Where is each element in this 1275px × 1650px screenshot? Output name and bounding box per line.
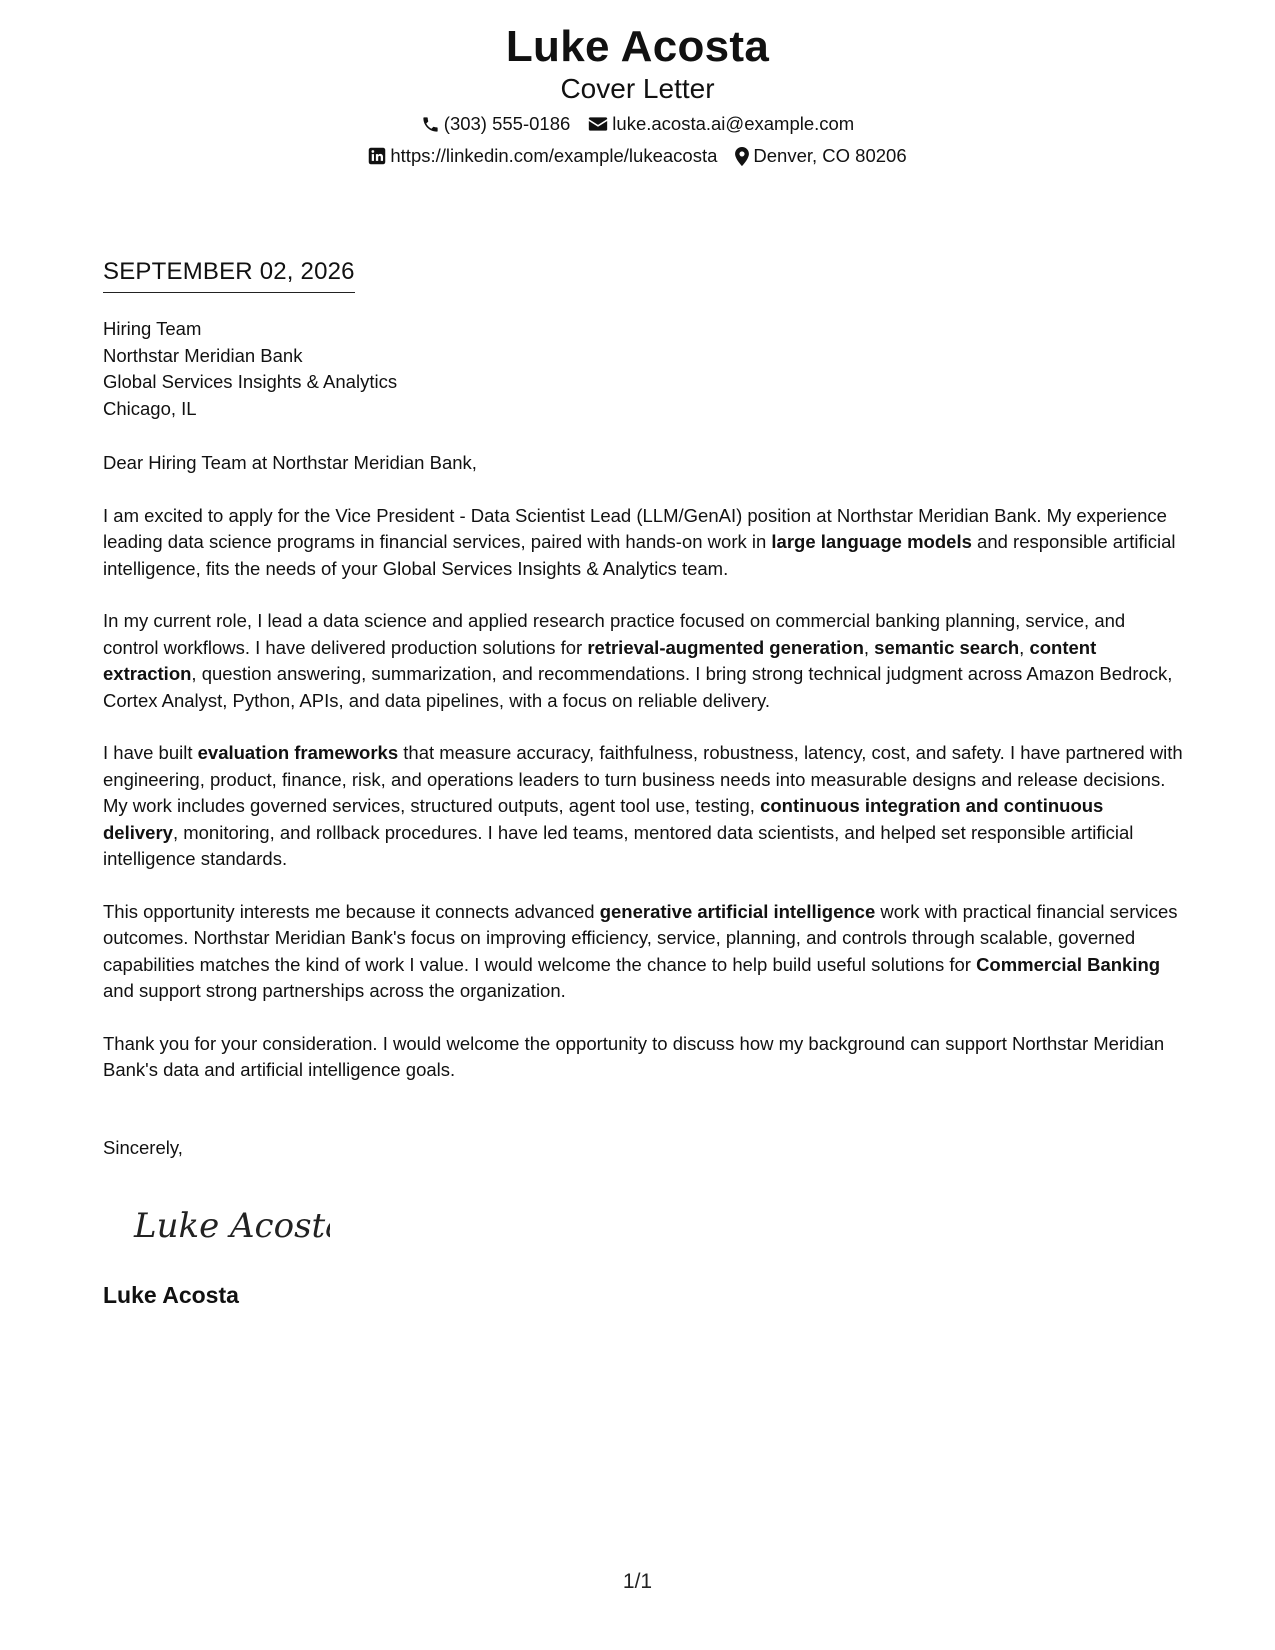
svg-text:Luke Acosta: Luke Acosta	[134, 1206, 330, 1246]
contact-email[interactable]	[588, 113, 854, 135]
recipient-block	[103, 316, 397, 422]
recipient-line: Chicago, IL	[103, 397, 197, 419]
handwritten-signature	[130, 1195, 330, 1260]
body-paragraph-3: I have built evaluation frameworks that measure accuracy, faithfulness, robustness, latency, cost, and safety. I have partnered with engineering, product, finance, risk, and operations leaders to turn business needs into measurable designs and release decisions. My work includes governed services, structured outputs, agent tool use, testing, continuous integration and continuous delivery, monitoring, and rollback procedures. I have led teams, mentored data scientists, and helped set responsible artificial intelligence standards.	[103, 742, 1183, 869]
contact-linkedin[interactable]	[368, 145, 717, 167]
recipient-line: Global Services Insights & Analytics	[103, 371, 398, 392]
envelope-icon	[588, 116, 608, 132]
recipient-line: Northstar Meridian Bank	[103, 344, 303, 366]
document-subtitle: Cover Letter	[560, 73, 715, 104]
email-text[interactable]: luke.acosta.ai@example.com	[612, 113, 855, 134]
body-paragraph-1: I am excited to apply for the Vice President - Data Scientist Lead (LLM/GenAI) position at Northstar Meridian Bank. My experience leading data science programs in financial services, paired with hands-on work in large language models and responsible artificial intelligence, fits the needs of your Global Services Insights & Analytics team.	[103, 504, 1176, 579]
contact-phone	[421, 113, 571, 135]
location-text: Denver, CO 80206	[753, 145, 907, 166]
signer-name: Luke Acosta	[103, 1282, 239, 1308]
body-paragraph-2: In my current role, I lead a data science and applied research practice focused on commercial banking planning, service, and control workflows. I have delivered production solutions for retrieval-augmented generation, semantic search, content extraction, question answering, summarization, and recommendations. I bring strong technical judgment across Amazon Bedrock, Cortex Analyst, Python, APIs, and data pipelines, with a focus on reliable delivery.	[103, 610, 1173, 711]
contact-row-secondary	[0, 145, 1275, 167]
letter-body	[103, 450, 1183, 1110]
body-paragraph-5: Thank you for your consideration. I would welcome the opportunity to discuss how my background can support Northstar Meridian Bank's data and artificial intelligence goals.	[103, 1032, 1165, 1080]
linkedin-icon	[368, 147, 386, 165]
greeting: Dear Hiring Team at Northstar Meridian Bank,	[103, 452, 477, 473]
recipient-line: Hiring Team	[103, 318, 202, 339]
contact-row-primary	[0, 113, 1275, 135]
body-paragraph-4: This opportunity interests me because it connects advanced generative artificial intelligence work with practical financial services outcomes. Northstar Meridian Bank's focus on improving efficiency, service, planning, and controls through scalable, governed capabilities matches the kind of work I value. I would welcome the chance to help build useful solutions for Commercial Banking and support strong partnerships across the organization.	[103, 900, 1178, 1001]
closing-salutation: Sincerely,	[103, 1137, 183, 1158]
phone-icon	[421, 115, 440, 134]
letter-date: SEPTEMBER 02, 2026	[103, 258, 355, 293]
contact-location	[735, 145, 906, 167]
page-number: 1/1	[622, 1570, 653, 1593]
map-pin-icon	[735, 147, 749, 166]
phone-text: (303) 555-0186	[443, 113, 571, 134]
linkedin-url[interactable]: https://linkedin.com/example/lukeacosta	[390, 145, 718, 166]
applicant-name: Luke Acosta	[505, 22, 770, 71]
